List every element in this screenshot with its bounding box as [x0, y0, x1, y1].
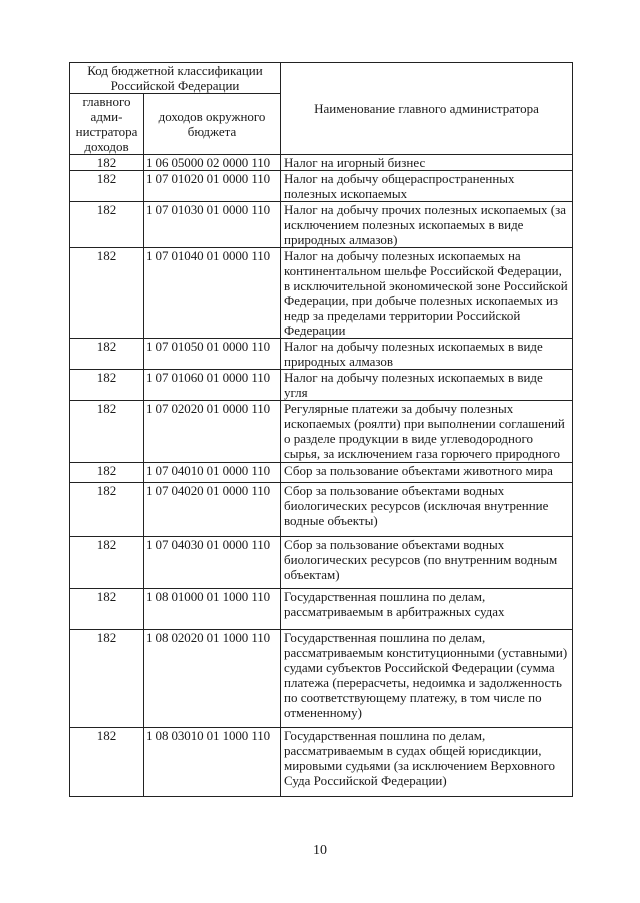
administrator-name-cell: Налог на игорный бизнес [281, 155, 573, 171]
administrator-name-cell: Налог на добычу полезных ископаемых в виде природных алмазов [281, 339, 573, 370]
administrator-name-cell: Государственная пошлина по делам, рассматриваемым конституционными (уставными) судами субъектов Российской Федерации (сумма платежа (перерасчеты, недоимка и задолженность по соответствующему платежу, в том числе по отмененному) [281, 630, 573, 728]
administrator-name-cell: Государственная пошлина по делам, рассматриваемым в арбитражных судах [281, 589, 573, 630]
header-administrator-name: Наименование главного администратора [281, 63, 573, 155]
admin-code-cell: 182 [70, 401, 144, 463]
administrator-name-cell: Налог на добычу полезных ископаемых на континентальном шельфе Российской Федерации, в исключительной экономической зоне Российской Федерации, при добыче полезных ископаемых из недр за пределами территории Российской Федерации [281, 248, 573, 339]
table-row [70, 202, 573, 248]
revenue-code-cell: 1 08 02020 01 1000 110 [144, 630, 281, 728]
header-chief-administrator: главного адми-нистратора доходов [70, 94, 144, 155]
table-row [70, 589, 573, 630]
administrator-name-cell: Регулярные платежи за добычу полезных ископаемых (роялти) при выполнении соглашений о разделе продукции в виде углеводородного сырья, за исключением газа горючего природного [281, 401, 573, 463]
revenue-code-cell: 1 07 01020 01 0000 110 [144, 171, 281, 202]
admin-code-cell: 182 [70, 728, 144, 797]
admin-code-cell: 182 [70, 171, 144, 202]
revenue-code-cell: 1 07 01030 01 0000 110 [144, 202, 281, 248]
table-row [70, 401, 573, 463]
table-row [70, 537, 573, 589]
admin-code-cell: 182 [70, 155, 144, 171]
administrator-name-cell: Налог на добычу общераспространенных полезных ископаемых [281, 171, 573, 202]
administrator-name-cell: Сбор за пользование объектами водных биологических ресурсов (по внутренним водным объектам) [281, 537, 573, 589]
header-budget-code-group: Код бюджетной классификации Российской Федерации [70, 63, 281, 94]
revenue-code-cell: 1 07 04020 01 0000 110 [144, 483, 281, 537]
revenue-code-cell: 1 07 04030 01 0000 110 [144, 537, 281, 589]
admin-code-cell: 182 [70, 339, 144, 370]
admin-code-cell: 182 [70, 463, 144, 483]
administrator-name-cell: Налог на добычу прочих полезных ископаемых (за исключением полезных ископаемых в виде природных алмазов) [281, 202, 573, 248]
revenue-code-cell: 1 07 01040 01 0000 110 [144, 248, 281, 339]
administrator-name-cell: Государственная пошлина по делам, рассматриваемым в судах общей юрисдикции, мировыми судьями (за исключением Верховного Суда Российской Федерации) [281, 728, 573, 797]
table-row [70, 155, 573, 171]
revenue-code-cell: 1 06 05000 02 0000 110 [144, 155, 281, 171]
table-row [70, 171, 573, 202]
administrator-name-cell: Сбор за пользование объектами животного мира [281, 463, 573, 483]
admin-code-cell: 182 [70, 483, 144, 537]
administrator-name-cell: Налог на добычу полезных ископаемых в виде угля [281, 370, 573, 401]
table-row [70, 630, 573, 728]
table-row [70, 728, 573, 797]
admin-code-cell: 182 [70, 248, 144, 339]
admin-code-cell: 182 [70, 537, 144, 589]
admin-code-cell: 182 [70, 630, 144, 728]
page-number: 10 [313, 843, 327, 858]
admin-code-cell: 182 [70, 589, 144, 630]
revenue-code-cell: 1 08 01000 01 1000 110 [144, 589, 281, 630]
revenue-code-cell: 1 07 02020 01 0000 110 [144, 401, 281, 463]
revenue-code-cell: 1 08 03010 01 1000 110 [144, 728, 281, 797]
table-row [70, 370, 573, 401]
table-row [70, 483, 573, 537]
admin-code-cell: 182 [70, 202, 144, 248]
revenue-code-cell: 1 07 01060 01 0000 110 [144, 370, 281, 401]
header-district-revenue: доходов окружного бюджета [144, 94, 281, 155]
table-row [70, 248, 573, 339]
table-row [70, 463, 573, 483]
table-row [70, 339, 573, 370]
administrator-name-cell: Сбор за пользование объектами водных биологических ресурсов (исключая внутренние водные объекты) [281, 483, 573, 537]
revenue-code-cell: 1 07 01050 01 0000 110 [144, 339, 281, 370]
budget-classification-table [69, 62, 573, 797]
header-row-group [70, 63, 573, 94]
admin-code-cell: 182 [70, 370, 144, 401]
revenue-code-cell: 1 07 04010 01 0000 110 [144, 463, 281, 483]
